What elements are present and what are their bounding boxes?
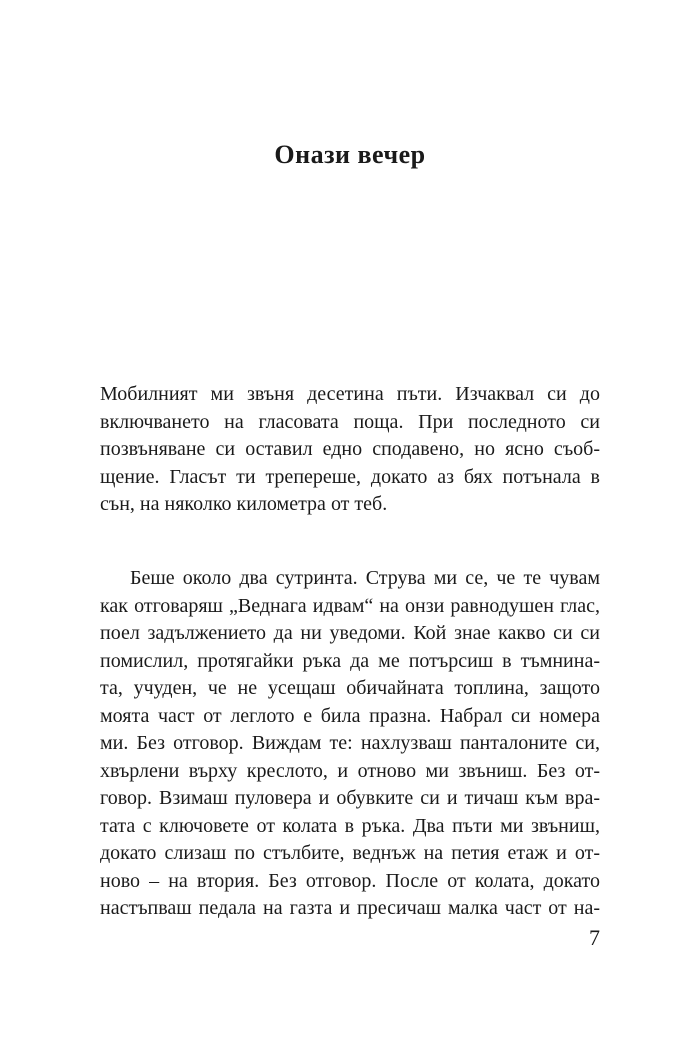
- text-line: помислил, протягайки ръка да ме потърсиш в тъмнина-: [100, 649, 600, 672]
- text-line: сън, на няколко километра от теб.: [100, 493, 388, 515]
- text-line: включването на гласовата поща. При последното си: [100, 410, 600, 433]
- text-line: моята част от леглото е била празна. Набрал си номера: [100, 704, 600, 727]
- text-line: Беше около два сутринта. Струва ми се, че те чувам: [130, 567, 600, 589]
- text-line: поел задължението да ни уведоми. Кой знае какво си си: [100, 622, 600, 644]
- text-line: тата с ключовете от колата в ръка. Два пъти ми звъниш,: [100, 814, 600, 837]
- text-line: та, учуден, че не усещаш обичайната топлина, защото: [100, 677, 600, 699]
- text-line: ми. Без отговор. Виждам те: нахлузваш панталоните си,: [100, 732, 600, 754]
- text-line: докато слизаш по стълбите, веднъж на петия етаж и от-: [100, 842, 600, 864]
- text-line: ново – на втория. Без отговор. После от колата, докато: [100, 869, 600, 892]
- text-line: хвърлени върху креслото, и отново ми звъниш. Без от-: [100, 759, 600, 782]
- text-line: Мобилният ми звъня десетина пъти. Изчаквал си до: [100, 383, 600, 405]
- text-line: щение. Гласът ти трепереше, докато аз бях потънала в: [100, 465, 600, 488]
- page-number: 7: [589, 925, 600, 950]
- paragraph-2: [100, 565, 600, 923]
- chapter-title: Онази вечер: [274, 140, 426, 169]
- text-line: настъпваш педала на газта и пресичаш малка част от на-: [100, 897, 600, 919]
- text-line: как отговаряш „Веднага идвам“ на онзи равнодушен глас,: [100, 594, 600, 617]
- paragraph-1: [100, 381, 600, 519]
- text-line: позвъняване си оставил едно сподавено, но ясно съоб-: [100, 438, 600, 460]
- text-line: говор. Взимаш пуловера и обувките си и тичаш към вра-: [100, 787, 600, 809]
